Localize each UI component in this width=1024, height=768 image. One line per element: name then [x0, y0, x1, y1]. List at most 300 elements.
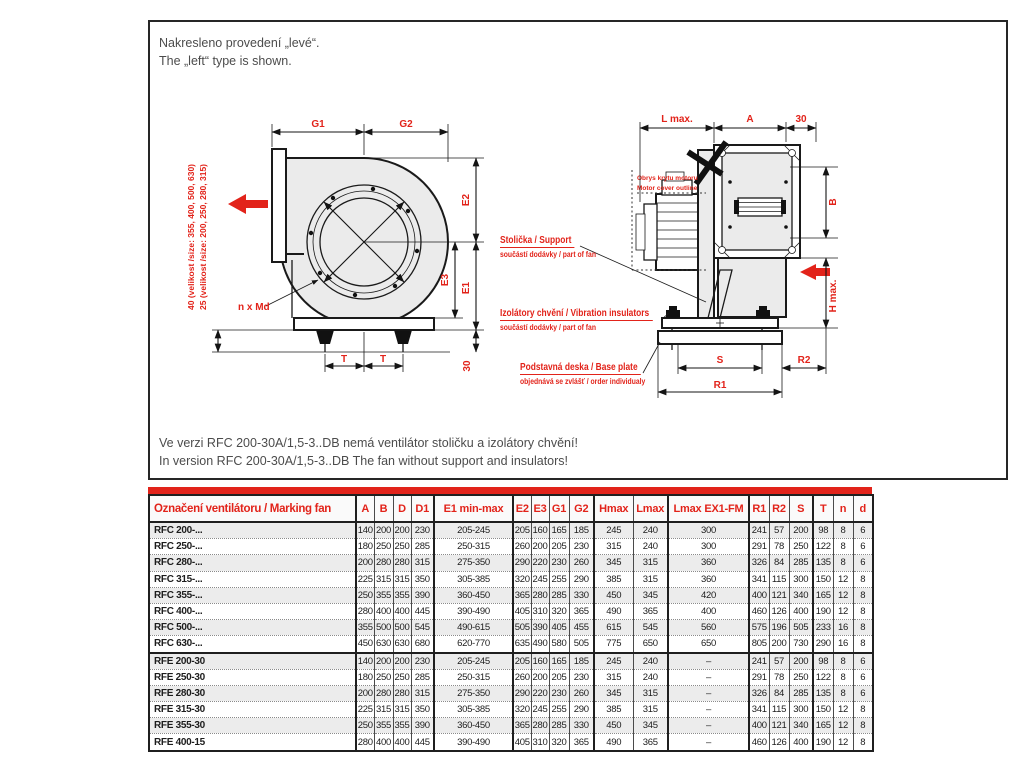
table-row [149, 603, 873, 619]
dimension-value-cell: 545 [633, 620, 668, 636]
dimension-value-cell: 315 [633, 571, 668, 587]
header-dim-r2: R2 [769, 495, 789, 522]
dimension-value-cell: 490-615 [434, 620, 513, 636]
dimension-value-cell: 8 [833, 555, 853, 571]
fan-model-cell: RFC 280-... [149, 555, 356, 571]
table-row [149, 734, 873, 751]
dimension-value-cell: 450 [594, 587, 633, 603]
fan-model-cell: RFC 315-... [149, 571, 356, 587]
dimension-value-cell: 575 [749, 620, 769, 636]
left-fan-drawing [186, 119, 484, 372]
header-dim-e2: E2 [513, 495, 531, 522]
dimension-value-cell: 8 [853, 603, 873, 619]
dimension-value-cell: 8 [833, 685, 853, 701]
dimension-value-cell: 500 [393, 620, 411, 636]
header-dim-lmax-ex1-fm: Lmax EX1-FM [668, 495, 749, 522]
fan-model-cell: RFE 315-30 [149, 702, 356, 718]
dimension-value-cell: 12 [833, 587, 853, 603]
dimension-value-cell: 160 [531, 522, 549, 539]
dimension-value-cell: 150 [813, 571, 833, 587]
dimension-value-cell: 405 [549, 620, 569, 636]
dimension-value-cell: 115 [769, 571, 789, 587]
dimension-value-cell: 400 [374, 603, 393, 619]
dimension-value-cell: 400 [668, 603, 749, 619]
table-row [149, 685, 873, 701]
dimension-value-cell: 185 [569, 522, 594, 539]
callout-support-sub: součástí dodávky / part of fan [500, 249, 596, 259]
dim-label-r1: R1 [713, 380, 727, 391]
dimension-value-cell: 255 [549, 571, 569, 587]
dimension-value-cell: 400 [393, 734, 411, 751]
header-dim-g1: G1 [549, 495, 569, 522]
dim-label-s: S [716, 355, 724, 366]
dimension-value-cell: 140 [356, 653, 374, 670]
dimension-g1-g2 [272, 119, 448, 162]
dimension-value-cell: 255 [549, 702, 569, 718]
callout-insulators-title: Izolátory chvění / Vibration insulators [500, 307, 652, 321]
dimension-value-cell: 185 [569, 653, 594, 670]
dim-label-e2: E2 [461, 193, 472, 207]
dimension-value-cell: 505 [569, 636, 594, 653]
dimension-value-cell: 6 [853, 653, 873, 670]
dimension-value-cell: 390 [411, 587, 434, 603]
dim-label-g1: G1 [311, 119, 325, 130]
dimension-value-cell: 200 [393, 522, 411, 539]
dimension-value-cell: 400 [749, 718, 769, 734]
dimension-insulator-height [186, 164, 218, 352]
dim-label-lmax: L max. [661, 114, 693, 125]
dimension-value-cell: 6 [853, 522, 873, 539]
dimension-value-cell: 350 [411, 571, 434, 587]
dimension-value-cell: 245 [531, 702, 549, 718]
dimension-table-section [148, 487, 872, 752]
dimension-value-cell: 135 [813, 555, 833, 571]
dimension-value-cell: 291 [749, 669, 769, 685]
dimension-value-cell: 290 [513, 555, 531, 571]
header-marking-fan: Označení ventilátoru / Marking fan [149, 495, 356, 522]
dimension-value-cell: 680 [411, 636, 434, 653]
dimension-value-cell: – [668, 734, 749, 751]
dimension-value-cell: 290 [569, 702, 594, 718]
table-row [149, 620, 873, 636]
dimension-value-cell: 405 [513, 734, 531, 751]
dimension-value-cell: 355 [393, 718, 411, 734]
dimension-value-cell: 330 [569, 587, 594, 603]
dimension-value-cell: 8 [853, 620, 873, 636]
header-dim-g2: G2 [569, 495, 594, 522]
dim-label-30-left: 30 [462, 360, 473, 372]
dimension-value-cell: 400 [789, 734, 813, 751]
size-note-40: 40 (velikost /size: 355, 400, 500, 630) [186, 163, 196, 311]
dimension-value-cell: 360 [668, 555, 749, 571]
dimension-value-cell: – [668, 685, 749, 701]
dimension-value-cell: 230 [569, 539, 594, 555]
dimension-value-cell: 300 [789, 702, 813, 718]
dimension-value-cell: 205 [549, 539, 569, 555]
dim-label-30-right: 30 [795, 114, 807, 125]
dimension-value-cell: 260 [513, 669, 531, 685]
dimension-value-cell: 385 [594, 702, 633, 718]
dimension-value-cell: 205-245 [434, 522, 513, 539]
dimension-value-cell: 165 [813, 587, 833, 603]
dimension-value-cell: 165 [813, 718, 833, 734]
header-dim-a: A [356, 495, 374, 522]
dimension-value-cell: 360 [668, 571, 749, 587]
dimension-value-cell: 200 [531, 539, 549, 555]
dimension-value-cell: 190 [813, 603, 833, 619]
dimension-value-cell: 326 [749, 555, 769, 571]
dimension-value-cell: 460 [749, 734, 769, 751]
dimension-value-cell: 365 [569, 603, 594, 619]
table-row [149, 539, 873, 555]
dimension-value-cell: 240 [633, 669, 668, 685]
dimension-value-cell: 230 [569, 669, 594, 685]
header-dim-n: n [833, 495, 853, 522]
dimension-value-cell: 220 [531, 685, 549, 701]
dimension-value-cell: 126 [769, 603, 789, 619]
dimension-value-cell: 365 [569, 734, 594, 751]
header-dim-d1: D1 [411, 495, 434, 522]
dimension-value-cell: 315 [633, 685, 668, 701]
dimension-value-cell: 450 [594, 718, 633, 734]
dimension-value-cell: 285 [789, 685, 813, 701]
dimension-value-cell: 315 [411, 685, 434, 701]
dimension-value-cell: 620-770 [434, 636, 513, 653]
dimension-value-cell: 305-385 [434, 571, 513, 587]
dimension-value-cell: 345 [594, 555, 633, 571]
table-row [149, 653, 873, 670]
callout-insulators-sub: součástí dodávky / part of fan [500, 322, 596, 332]
header-dim-d: d [853, 495, 873, 522]
header-dim-b: B [374, 495, 393, 522]
dimension-value-cell: 315 [393, 571, 411, 587]
motor-outline-label-cs: Obrys krytu motoru [637, 175, 698, 182]
fan-model-cell: RFC 200-... [149, 522, 356, 539]
dimension-value-cell: 355 [374, 587, 393, 603]
dimension-value-cell: 8 [860, 736, 866, 748]
dimension-value-cell: 8 [853, 718, 873, 734]
dimension-value-cell: 345 [633, 718, 668, 734]
dimension-value-cell: 241 [749, 522, 769, 539]
dimension-value-cell: 365 [633, 734, 668, 751]
dimension-value-cell: 6 [853, 555, 873, 571]
dim-label-r2: R2 [797, 355, 811, 366]
dimension-value-cell: 230 [411, 653, 434, 670]
dimension-value-cell: 16 [833, 636, 853, 653]
fan-model-cell: RFE 400-15 [149, 734, 356, 751]
fan-model-cell: RFE 355-30 [149, 718, 356, 734]
dimension-value-cell: 205-245 [434, 653, 513, 670]
dimension-value-cell: 280 [393, 555, 411, 571]
table-row [149, 587, 873, 603]
dimension-value-cell: 315 [411, 555, 434, 571]
dimension-value-cell: 635 [513, 636, 531, 653]
dimension-value-cell: 315 [393, 702, 411, 718]
dimension-value-cell: 390-490 [434, 603, 513, 619]
table-row [149, 718, 873, 734]
dimension-value-cell: – [668, 702, 749, 718]
dimension-value-cell: 315 [594, 669, 633, 685]
dimension-value-cell: 300 [789, 571, 813, 587]
dim-label-nxmd: n x Md [238, 302, 270, 313]
dimension-value-cell: 290 [569, 571, 594, 587]
dimension-value-cell: 400 [374, 734, 393, 751]
table-row [149, 669, 873, 685]
dimension-value-cell: 315 [374, 702, 393, 718]
dimension-value-cell: 12 [833, 718, 853, 734]
dimension-value-cell: 315 [633, 555, 668, 571]
dimension-value-cell: 200 [769, 636, 789, 653]
dimension-value-cell: 390 [411, 718, 434, 734]
dimension-value-cell: 630 [393, 636, 411, 653]
dimension-value-cell: 225 [356, 702, 374, 718]
dimension-value-cell: 420 [668, 587, 749, 603]
dimension-value-cell: 310 [531, 603, 549, 619]
fan-model-cell: RFE 250-30 [149, 669, 356, 685]
dimension-value-cell: 78 [769, 539, 789, 555]
dimension-value-cell: 250 [393, 669, 411, 685]
dimension-value-cell: 250 [789, 669, 813, 685]
callout-baseplate [520, 357, 645, 386]
dimension-value-cell: 460 [749, 603, 769, 619]
version-note [159, 434, 578, 470]
dimension-value-cell: 345 [633, 587, 668, 603]
dimension-value-cell: 341 [749, 571, 769, 587]
dimension-value-cell: 315 [633, 702, 668, 718]
dimension-value-cell: 122 [813, 539, 833, 555]
dimension-value-cell: 196 [769, 620, 789, 636]
dimension-value-cell: 8 [853, 571, 873, 587]
dimension-value-cell: 121 [769, 587, 789, 603]
fan-model-cell: RFC 500-... [149, 620, 356, 636]
dimension-value-cell: 165 [549, 522, 569, 539]
dimension-value-cell: 220 [531, 555, 549, 571]
dimension-value-cell: 233 [813, 620, 833, 636]
dimension-value-cell: 505 [513, 620, 531, 636]
dimension-value-cell: – [668, 653, 749, 670]
dimension-value-cell: 280 [374, 685, 393, 701]
dimension-value-cell: 320 [549, 734, 569, 751]
table-row [149, 555, 873, 571]
callout-insulators [500, 303, 652, 332]
dimension-value-cell: 445 [411, 734, 434, 751]
dimension-value-cell: 135 [813, 685, 833, 701]
outlet-flange [272, 149, 286, 262]
dimension-value-cell: 200 [789, 653, 813, 670]
dimension-value-cell: 57 [769, 653, 789, 670]
dimension-value-cell: 230 [411, 522, 434, 539]
dimension-value-cell: 545 [411, 620, 434, 636]
dim-label-t2: T [379, 354, 387, 365]
dimension-value-cell: 490 [594, 734, 633, 751]
dimension-value-cell: 200 [374, 522, 393, 539]
dimension-value-cell: 205 [513, 522, 531, 539]
dimension-value-cell: 78 [769, 669, 789, 685]
dimension-value-cell: 84 [769, 555, 789, 571]
fan-model-cell: RFC 630-... [149, 636, 356, 653]
header-dim-e3: E3 [531, 495, 549, 522]
dimension-value-cell: 84 [769, 685, 789, 701]
dimension-value-cell: 245 [594, 653, 633, 670]
dimension-value-cell: 315 [594, 539, 633, 555]
dimension-value-cell: 355 [356, 620, 374, 636]
dimension-value-cell: 630 [374, 636, 393, 653]
dimension-value-cell: 12 [833, 734, 853, 751]
dimension-value-cell: 200 [374, 653, 393, 670]
dimension-value-cell: 245 [594, 522, 633, 539]
dimension-value-cell: 98 [813, 653, 833, 670]
dimension-value-cell: 320 [513, 571, 531, 587]
dimension-value-cell: 205 [549, 669, 569, 685]
dimension-value-cell: 250 [393, 539, 411, 555]
dimension-value-cell: 6 [853, 669, 873, 685]
dimension-value-cell: 260 [513, 539, 531, 555]
dimension-value-cell: 205 [513, 653, 531, 670]
fan-model-cell: RFE 200-30 [149, 653, 356, 670]
dimension-value-cell: 291 [749, 539, 769, 555]
callout-baseplate-title: Podstavná deska / Base plate [520, 361, 641, 375]
table-row [149, 571, 873, 587]
dimension-value-cell: 6 [853, 539, 873, 555]
dimension-value-cell: 57 [769, 522, 789, 539]
dimension-value-cell: 12 [833, 603, 853, 619]
dimension-table-body [149, 522, 873, 751]
dimension-value-cell: 405 [513, 603, 531, 619]
dimension-value-cell: 240 [633, 653, 668, 670]
dimension-value-cell: 280 [393, 685, 411, 701]
dimension-value-cell: 115 [769, 702, 789, 718]
dimension-value-cell: 16 [833, 620, 853, 636]
dimension-value-cell: 290 [813, 636, 833, 653]
dim-label-b: B [828, 198, 839, 206]
dimension-value-cell: 280 [374, 555, 393, 571]
fan-model-cell: RFC 250-... [149, 539, 356, 555]
dimension-value-cell: 280 [531, 587, 549, 603]
dimension-value-cell: 98 [813, 522, 833, 539]
dimension-value-cell: 190 [813, 734, 833, 751]
dimension-value-cell: 260 [569, 685, 594, 701]
fan-model-cell: RFC 400-... [149, 603, 356, 619]
dimension-value-cell: 500 [374, 620, 393, 636]
dimension-value-cell: 326 [749, 685, 769, 701]
dimension-value-cell: 8 [853, 587, 873, 603]
dimension-value-cell: 615 [594, 620, 633, 636]
dimension-value-cell: 240 [633, 539, 668, 555]
dimension-value-cell: 8 [833, 653, 853, 670]
vibration-foot-right [394, 330, 412, 344]
callout-support-title: Stolička / Support [500, 234, 575, 248]
dimension-value-cell: 200 [789, 522, 813, 539]
header-dim-d: D [393, 495, 411, 522]
dimension-value-cell: 345 [594, 685, 633, 701]
drawn-type-cs: Nakresleno provedení „levé“. [159, 36, 320, 50]
fan-model-cell: RFE 280-30 [149, 685, 356, 701]
dimension-value-cell: 8 [853, 636, 873, 653]
dimension-value-cell: 250 [789, 539, 813, 555]
dimension-value-cell: 280 [356, 734, 374, 751]
dimension-value-cell: 126 [769, 734, 789, 751]
dimension-value-cell: 365 [633, 603, 668, 619]
drawing-panel [148, 20, 1008, 480]
callout-baseplate-sub: objednává se zvlášť / order individualy [520, 376, 646, 386]
header-dim-lmax: Lmax [633, 495, 668, 522]
header-dim-e1-min-max: E1 min-max [434, 495, 513, 522]
dim-label-t1: T [340, 354, 348, 365]
dimension-value-cell: 180 [356, 539, 374, 555]
dimension-value-cell: 200 [531, 669, 549, 685]
callout-support [500, 230, 596, 259]
dimension-value-cell: 300 [668, 522, 749, 539]
table-top-bar [148, 487, 872, 494]
dimension-value-cell: 225 [356, 571, 374, 587]
dimension-value-cell: 350 [411, 702, 434, 718]
dimension-value-cell: 140 [356, 522, 374, 539]
dimension-value-cell: 280 [531, 718, 549, 734]
dimension-value-cell: – [668, 669, 749, 685]
dimension-value-cell: 150 [813, 702, 833, 718]
table-row [149, 636, 873, 653]
dimension-value-cell: 315 [374, 571, 393, 587]
dimension-value-cell: 365 [513, 718, 531, 734]
dimension-value-cell: 385 [594, 571, 633, 587]
dimension-value-cell: 12 [833, 702, 853, 718]
dimension-value-cell: 490 [531, 636, 549, 653]
dimension-value-cell: 6 [853, 685, 873, 701]
dimension-value-cell: 275-350 [434, 685, 513, 701]
dimension-value-cell: 8 [833, 669, 853, 685]
dimension-value-cell: 121 [769, 718, 789, 734]
dimension-value-cell: 355 [393, 587, 411, 603]
dimension-value-cell: 12 [833, 571, 853, 587]
dimension-value-cell: 200 [356, 555, 374, 571]
dimension-value-cell: 250-315 [434, 539, 513, 555]
version-note-en: In version RFC 200-30A/1,5-3..DB The fan without support and insulators! [159, 454, 569, 468]
table-row [149, 702, 873, 718]
dimension-value-cell: 390 [531, 620, 549, 636]
dimension-value-cell: 250 [356, 718, 374, 734]
dimension-value-cell: 445 [411, 603, 434, 619]
dim-label-e3: E3 [440, 273, 451, 287]
airflow-arrow-left-drawing [228, 194, 268, 214]
dim-label-g2: G2 [399, 119, 413, 130]
size-note-25: 25 (velikost /size: 200, 250, 280, 315) [198, 163, 208, 311]
dimension-value-cell: 230 [549, 685, 569, 701]
dimension-value-cell: 285 [411, 539, 434, 555]
table-row [149, 522, 873, 539]
dimension-value-cell: 490 [594, 603, 633, 619]
motor-outline-label-en: Motor cover outline [637, 185, 698, 192]
header-dim-hmax: Hmax [594, 495, 633, 522]
dimension-value-cell: 200 [356, 685, 374, 701]
right-fan-drawing [580, 114, 839, 398]
dimension-value-cell: 730 [789, 636, 813, 653]
dimension-value-cell: 340 [789, 718, 813, 734]
dimension-value-cell: 455 [569, 620, 594, 636]
dimension-value-cell: 250 [356, 587, 374, 603]
dimension-value-cell: 280 [356, 603, 374, 619]
dimension-value-cell: 230 [549, 555, 569, 571]
dimension-value-cell: 580 [549, 636, 569, 653]
dimension-value-cell: 341 [749, 702, 769, 718]
dimension-value-cell: 320 [549, 603, 569, 619]
dimension-value-cell: 285 [789, 555, 813, 571]
dimension-value-cell: 355 [374, 718, 393, 734]
version-note-cs: Ve verzi RFC 200-30A/1,5-3..DB nemá ventilátor stoličku a izolátory chvění! [159, 436, 578, 450]
dimension-value-cell: 240 [633, 522, 668, 539]
dimension-table [148, 494, 874, 752]
dimension-value-cell: 805 [749, 636, 769, 653]
fan-model-cell: RFC 355-... [149, 587, 356, 603]
